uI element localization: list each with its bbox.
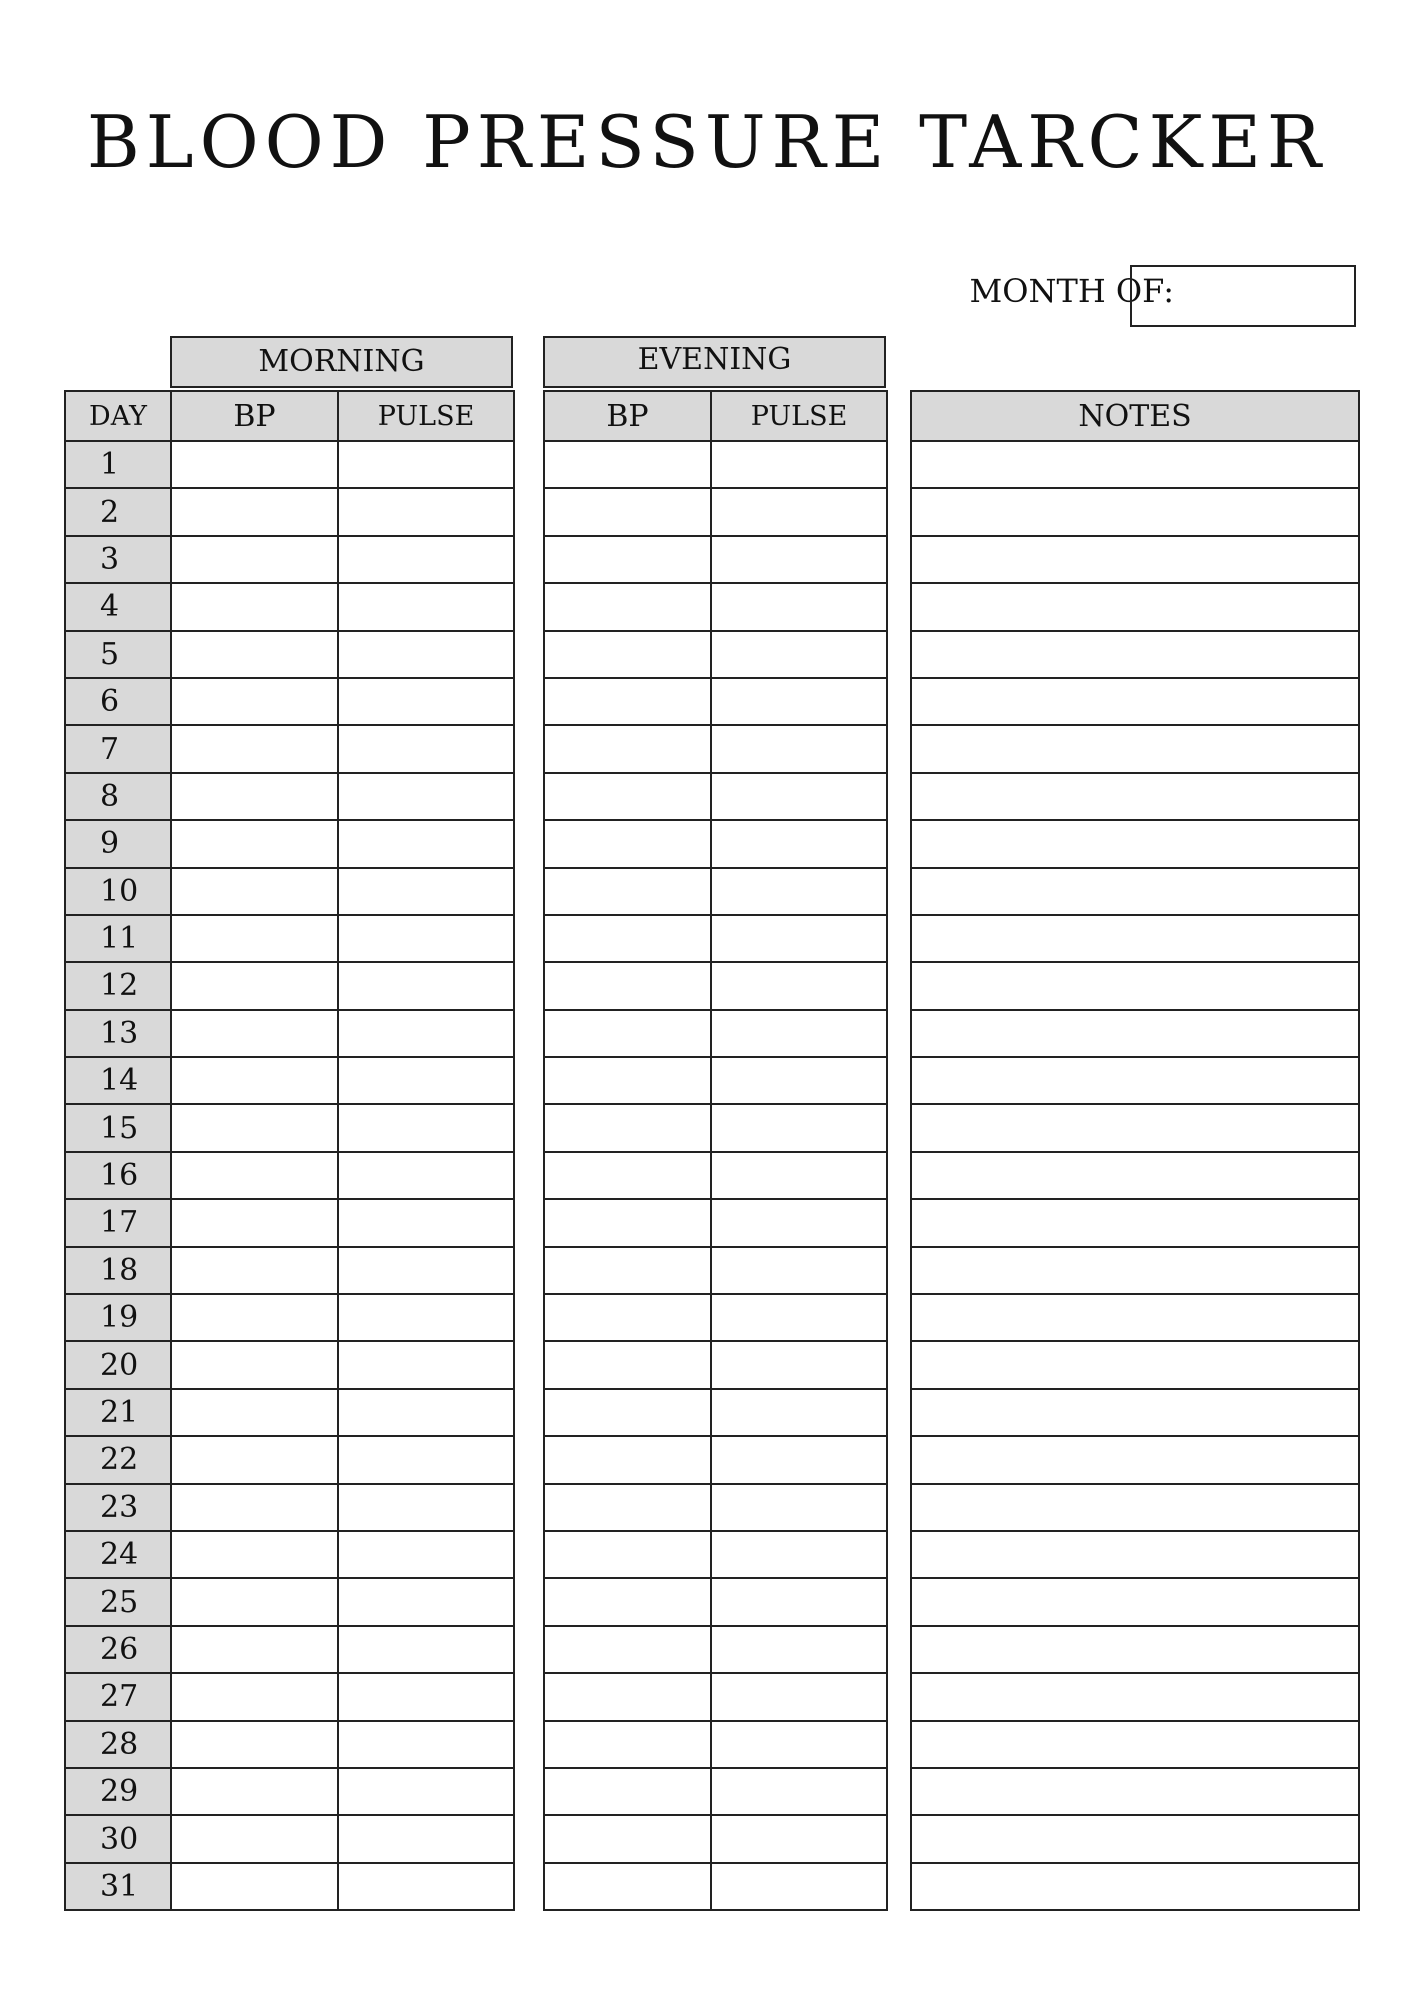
table-row	[911, 678, 1359, 725]
morning-bp-cell[interactable]	[171, 1104, 338, 1151]
day-number: 3	[65, 536, 171, 583]
notes-cell[interactable]	[911, 773, 1359, 820]
table-row	[911, 1531, 1359, 1578]
day-number: 1	[65, 441, 171, 488]
notes-cell[interactable]	[911, 1389, 1359, 1436]
table-row	[544, 1815, 887, 1862]
table-row	[544, 1721, 887, 1768]
table-row	[65, 488, 514, 535]
table-row	[65, 868, 514, 915]
notes-cell[interactable]	[911, 1721, 1359, 1768]
morning-bp-cell[interactable]	[171, 1152, 338, 1199]
table-row	[544, 1578, 887, 1625]
evening-bp-cell[interactable]	[544, 1247, 711, 1294]
table-row	[65, 631, 514, 678]
day-number: 2	[65, 488, 171, 535]
day-number: 29	[65, 1768, 171, 1815]
morning-bp-cell[interactable]	[171, 631, 338, 678]
morning-pulse-cell[interactable]	[338, 631, 514, 678]
evening-pulse-cell[interactable]	[711, 962, 887, 1009]
evening-pulse-cell[interactable]	[711, 1721, 887, 1768]
morning-pulse-cell[interactable]	[338, 678, 514, 725]
evening-pulse-cell[interactable]	[711, 820, 887, 867]
table-row	[544, 1057, 887, 1104]
day-number: 8	[65, 773, 171, 820]
evening-pulse-cell[interactable]	[711, 1010, 887, 1057]
table-row	[911, 820, 1359, 867]
evening-bp-cell[interactable]	[544, 1057, 711, 1104]
table-row	[65, 1247, 514, 1294]
table-row	[65, 1721, 514, 1768]
notes-cell[interactable]	[911, 631, 1359, 678]
table-row	[544, 820, 887, 867]
morning-bp-cell[interactable]	[171, 1721, 338, 1768]
day-number: 30	[65, 1815, 171, 1862]
morning-pulse-cell[interactable]	[338, 536, 514, 583]
day-number: 17	[65, 1199, 171, 1246]
morning-pulse-cell[interactable]	[338, 1057, 514, 1104]
table-row	[544, 583, 887, 630]
notes-cell[interactable]	[911, 1484, 1359, 1531]
table-row	[544, 1768, 887, 1815]
morning-pulse-cell[interactable]	[338, 1673, 514, 1720]
month-field[interactable]	[1130, 265, 1356, 327]
notes-cell[interactable]	[911, 583, 1359, 630]
morning-pulse-cell[interactable]	[338, 1768, 514, 1815]
notes-cell[interactable]	[911, 1294, 1359, 1341]
morning-header	[170, 336, 513, 388]
table-row	[911, 1815, 1359, 1862]
morning-bp-cell[interactable]	[171, 1673, 338, 1720]
table-row	[544, 1863, 887, 1910]
morning-pulse-cell[interactable]	[338, 1294, 514, 1341]
table-row	[911, 1626, 1359, 1673]
table-row	[911, 441, 1359, 488]
day-number: 11	[65, 915, 171, 962]
table-row	[65, 773, 514, 820]
morning-bp-cell[interactable]	[171, 1247, 338, 1294]
morning-pulse-cell[interactable]	[338, 1626, 514, 1673]
morning-pulse-cell[interactable]	[338, 1341, 514, 1388]
notes-cell[interactable]	[911, 1863, 1359, 1910]
morning-pulse-cell[interactable]	[338, 1247, 514, 1294]
table-row	[65, 1484, 514, 1531]
evening-bp-cell[interactable]	[544, 1199, 711, 1246]
morning-bp-cell[interactable]	[171, 1199, 338, 1246]
table-row	[65, 1768, 514, 1815]
evening-bp-cell[interactable]	[544, 915, 711, 962]
evening-bp-cell[interactable]	[544, 1626, 711, 1673]
day-number: 21	[65, 1389, 171, 1436]
notes-cell[interactable]	[911, 1531, 1359, 1578]
notes-cell[interactable]	[911, 1199, 1359, 1246]
evening-bp-cell[interactable]	[544, 1531, 711, 1578]
day-number: 10	[65, 868, 171, 915]
table-row	[544, 1341, 887, 1388]
evening-pulse-cell[interactable]	[711, 1389, 887, 1436]
evening-pulse-cell[interactable]	[711, 773, 887, 820]
evening-bp-cell[interactable]	[544, 1104, 711, 1151]
evening-bp-cell[interactable]	[544, 725, 711, 772]
notes-cell[interactable]	[911, 488, 1359, 535]
notes-cell[interactable]	[911, 1436, 1359, 1483]
notes-cell[interactable]	[911, 1341, 1359, 1388]
day-number: 26	[65, 1626, 171, 1673]
table-row	[544, 868, 887, 915]
day-number: 18	[65, 1247, 171, 1294]
table-row	[911, 1199, 1359, 1246]
table-row	[544, 1199, 887, 1246]
morning-bp-cell[interactable]	[171, 1057, 338, 1104]
morning-bp-cell[interactable]	[171, 868, 338, 915]
morning-pulse-cell[interactable]	[338, 773, 514, 820]
evening-bp-cell[interactable]	[544, 1152, 711, 1199]
morning-pulse-cell[interactable]	[338, 1578, 514, 1625]
day-number: 6	[65, 678, 171, 725]
notes-cell[interactable]	[911, 1104, 1359, 1151]
morning-pulse-cell[interactable]	[338, 1152, 514, 1199]
table-row	[65, 915, 514, 962]
day-number: 13	[65, 1010, 171, 1057]
evening-pulse-cell[interactable]	[711, 631, 887, 678]
day-number: 19	[65, 1294, 171, 1341]
notes-cell[interactable]	[911, 1815, 1359, 1862]
evening-pulse-cell[interactable]	[711, 1768, 887, 1815]
table-row	[911, 1389, 1359, 1436]
page-title: BLOOD PRESSURE TARCKER	[86, 100, 1328, 184]
evening-bp-cell[interactable]	[544, 962, 711, 1009]
day-number: 9	[65, 820, 171, 867]
table-row	[544, 725, 887, 772]
table-row	[911, 488, 1359, 535]
morning-pulse-cell[interactable]	[338, 1199, 514, 1246]
morning-pulse-cell[interactable]	[338, 488, 514, 535]
evening-pulse-header: PULSE	[711, 391, 887, 441]
table-row	[911, 536, 1359, 583]
day-number: 25	[65, 1578, 171, 1625]
morning-bp-cell[interactable]	[171, 1294, 338, 1341]
table-row	[911, 1341, 1359, 1388]
table-row	[544, 536, 887, 583]
evening-bp-cell[interactable]	[544, 773, 711, 820]
evening-bp-cell[interactable]	[544, 1389, 711, 1436]
day-number: 23	[65, 1484, 171, 1531]
table-row	[65, 583, 514, 630]
evening-bp-cell[interactable]	[544, 1721, 711, 1768]
evening-label: EVENING	[637, 342, 792, 377]
morning-pulse-cell[interactable]	[338, 868, 514, 915]
evening-bp-cell[interactable]	[544, 583, 711, 630]
evening-pulse-cell[interactable]	[711, 1863, 887, 1910]
evening-pulse-cell[interactable]	[711, 1294, 887, 1341]
table-row	[544, 1247, 887, 1294]
morning-table	[64, 390, 515, 1911]
table-row	[544, 1152, 887, 1199]
table-row	[65, 820, 514, 867]
table-row	[65, 1199, 514, 1246]
evening-bp-cell[interactable]	[544, 1863, 711, 1910]
notes-cell[interactable]	[911, 1152, 1359, 1199]
evening-pulse-cell[interactable]	[711, 488, 887, 535]
morning-bp-cell[interactable]	[171, 962, 338, 1009]
table-row	[65, 1294, 514, 1341]
table-row	[911, 1578, 1359, 1625]
evening-bp-cell[interactable]	[544, 1578, 711, 1625]
table-row	[911, 915, 1359, 962]
table-row	[911, 1294, 1359, 1341]
morning-pulse-cell[interactable]	[338, 1104, 514, 1151]
morning-bp-cell[interactable]	[171, 678, 338, 725]
morning-bp-cell[interactable]	[171, 1010, 338, 1057]
table-row	[65, 725, 514, 772]
morning-pulse-cell[interactable]	[338, 1010, 514, 1057]
notes-table	[910, 390, 1360, 1911]
table-row	[544, 1531, 887, 1578]
evening-pulse-cell[interactable]	[711, 1104, 887, 1151]
evening-pulse-cell[interactable]	[711, 725, 887, 772]
table-row	[65, 1531, 514, 1578]
evening-pulse-cell[interactable]	[711, 1531, 887, 1578]
day-number: 20	[65, 1341, 171, 1388]
morning-pulse-cell[interactable]	[338, 820, 514, 867]
morning-pulse-cell[interactable]	[338, 1484, 514, 1531]
morning-pulse-cell[interactable]	[338, 441, 514, 488]
morning-pulse-cell[interactable]	[338, 1389, 514, 1436]
table-row	[544, 1673, 887, 1720]
evening-pulse-cell[interactable]	[711, 678, 887, 725]
notes-cell[interactable]	[911, 915, 1359, 962]
table-row	[911, 1057, 1359, 1104]
morning-bp-cell[interactable]	[171, 1531, 338, 1578]
morning-bp-header: BP	[171, 391, 338, 441]
notes-cell[interactable]	[911, 1673, 1359, 1720]
morning-bp-cell[interactable]	[171, 915, 338, 962]
table-row	[911, 1768, 1359, 1815]
day-number: 4	[65, 583, 171, 630]
table-row	[544, 488, 887, 535]
day-number: 16	[65, 1152, 171, 1199]
evening-pulse-cell[interactable]	[711, 1436, 887, 1483]
table-row	[911, 1436, 1359, 1483]
evening-pulse-cell[interactable]	[711, 536, 887, 583]
evening-pulse-cell[interactable]	[711, 441, 887, 488]
evening-bp-cell[interactable]	[544, 631, 711, 678]
evening-pulse-cell[interactable]	[711, 583, 887, 630]
morning-bp-cell[interactable]	[171, 1341, 338, 1388]
morning-bp-cell[interactable]	[171, 1626, 338, 1673]
table-row	[65, 1010, 514, 1057]
table-row	[911, 583, 1359, 630]
morning-label: MORNING	[258, 344, 425, 379]
notes-header: NOTES	[911, 391, 1359, 441]
morning-pulse-cell[interactable]	[338, 725, 514, 772]
notes-cell[interactable]	[911, 1578, 1359, 1625]
table-row	[911, 868, 1359, 915]
table-row	[65, 1673, 514, 1720]
notes-cell[interactable]	[911, 1768, 1359, 1815]
day-number: 5	[65, 631, 171, 678]
table-row	[65, 1436, 514, 1483]
table-row	[911, 1863, 1359, 1910]
evening-bp-cell[interactable]	[544, 1010, 711, 1057]
morning-bp-cell[interactable]	[171, 1389, 338, 1436]
morning-bp-cell[interactable]	[171, 773, 338, 820]
table-row	[544, 631, 887, 678]
table-row	[544, 441, 887, 488]
table-row	[544, 915, 887, 962]
table-row	[65, 1578, 514, 1625]
notes-cell[interactable]	[911, 1010, 1359, 1057]
table-row	[544, 1389, 887, 1436]
table-row	[65, 536, 514, 583]
morning-pulse-cell[interactable]	[338, 962, 514, 1009]
evening-bp-cell[interactable]	[544, 1768, 711, 1815]
table-row	[911, 1010, 1359, 1057]
morning-bp-cell[interactable]	[171, 583, 338, 630]
morning-bp-cell[interactable]	[171, 1436, 338, 1483]
morning-bp-cell[interactable]	[171, 1578, 338, 1625]
evening-pulse-cell[interactable]	[711, 1199, 887, 1246]
notes-cell[interactable]	[911, 678, 1359, 725]
notes-cell[interactable]	[911, 1626, 1359, 1673]
notes-cell[interactable]	[911, 1057, 1359, 1104]
table-row	[544, 1104, 887, 1151]
table-row	[65, 441, 514, 488]
evening-bp-header: BP	[544, 391, 711, 441]
day-number: 28	[65, 1721, 171, 1768]
morning-bp-cell[interactable]	[171, 488, 338, 535]
table-row	[65, 1057, 514, 1104]
table-row	[911, 631, 1359, 678]
table-row	[65, 1863, 514, 1910]
notes-cell[interactable]	[911, 725, 1359, 772]
evening-pulse-cell[interactable]	[711, 1247, 887, 1294]
morning-bp-cell[interactable]	[171, 820, 338, 867]
evening-pulse-cell[interactable]	[711, 1578, 887, 1625]
table-row	[544, 962, 887, 1009]
table-row	[911, 1484, 1359, 1531]
evening-pulse-cell[interactable]	[711, 915, 887, 962]
morning-bp-cell[interactable]	[171, 1815, 338, 1862]
morning-bp-cell[interactable]	[171, 725, 338, 772]
table-row	[544, 678, 887, 725]
evening-pulse-cell[interactable]	[711, 1484, 887, 1531]
morning-pulse-cell[interactable]	[338, 915, 514, 962]
evening-pulse-cell[interactable]	[711, 868, 887, 915]
table-row	[65, 1104, 514, 1151]
morning-pulse-header: PULSE	[338, 391, 514, 441]
table-row	[65, 678, 514, 725]
day-number: 27	[65, 1673, 171, 1720]
day-number: 22	[65, 1436, 171, 1483]
morning-pulse-cell[interactable]	[338, 1531, 514, 1578]
table-row	[65, 1815, 514, 1862]
notes-cell[interactable]	[911, 441, 1359, 488]
notes-cell[interactable]	[911, 536, 1359, 583]
morning-pulse-cell[interactable]	[338, 1815, 514, 1862]
day-number: 24	[65, 1531, 171, 1578]
morning-bp-cell[interactable]	[171, 1768, 338, 1815]
table-row	[544, 1626, 887, 1673]
notes-cell[interactable]	[911, 820, 1359, 867]
table-row	[65, 1626, 514, 1673]
table-row	[544, 1436, 887, 1483]
morning-bp-cell[interactable]	[171, 536, 338, 583]
table-row	[911, 1104, 1359, 1151]
notes-cell[interactable]	[911, 1247, 1359, 1294]
evening-bp-cell[interactable]	[544, 488, 711, 535]
evening-pulse-cell[interactable]	[711, 1626, 887, 1673]
notes-cell[interactable]	[911, 868, 1359, 915]
morning-pulse-cell[interactable]	[338, 583, 514, 630]
evening-bp-cell[interactable]	[544, 868, 711, 915]
morning-pulse-cell[interactable]	[338, 1721, 514, 1768]
evening-pulse-cell[interactable]	[711, 1152, 887, 1199]
month-label: MONTH OF:	[969, 272, 1174, 310]
table-row	[911, 725, 1359, 772]
day-number: 14	[65, 1057, 171, 1104]
evening-bp-cell[interactable]	[544, 1341, 711, 1388]
evening-bp-cell[interactable]	[544, 820, 711, 867]
table-row	[544, 1484, 887, 1531]
evening-pulse-cell[interactable]	[711, 1815, 887, 1862]
day-number: 7	[65, 725, 171, 772]
table-row	[544, 773, 887, 820]
evening-bp-cell[interactable]	[544, 441, 711, 488]
evening-bp-cell[interactable]	[544, 678, 711, 725]
day-number: 31	[65, 1863, 171, 1910]
table-row	[911, 962, 1359, 1009]
morning-bp-cell[interactable]	[171, 1484, 338, 1531]
table-row	[65, 1152, 514, 1199]
table-row	[65, 1341, 514, 1388]
evening-header	[543, 336, 886, 388]
evening-bp-cell[interactable]	[544, 536, 711, 583]
morning-bp-cell[interactable]	[171, 1863, 338, 1910]
table-row	[911, 1152, 1359, 1199]
morning-pulse-cell[interactable]	[338, 1863, 514, 1910]
table-row	[65, 1389, 514, 1436]
table-row	[911, 1721, 1359, 1768]
morning-pulse-cell[interactable]	[338, 1436, 514, 1483]
table-row	[911, 773, 1359, 820]
evening-bp-cell[interactable]	[544, 1436, 711, 1483]
evening-bp-cell[interactable]	[544, 1673, 711, 1720]
evening-pulse-cell[interactable]	[711, 1341, 887, 1388]
table-row	[911, 1247, 1359, 1294]
evening-table	[543, 390, 888, 1911]
table-row	[544, 1010, 887, 1057]
day-column-header: DAY	[65, 391, 171, 441]
notes-cell[interactable]	[911, 962, 1359, 1009]
morning-bp-cell[interactable]	[171, 441, 338, 488]
day-number: 12	[65, 962, 171, 1009]
evening-pulse-cell[interactable]	[711, 1057, 887, 1104]
evening-bp-cell[interactable]	[544, 1815, 711, 1862]
table-row	[911, 1673, 1359, 1720]
table-row	[65, 962, 514, 1009]
evening-bp-cell[interactable]	[544, 1294, 711, 1341]
evening-pulse-cell[interactable]	[711, 1673, 887, 1720]
day-number: 15	[65, 1104, 171, 1151]
evening-bp-cell[interactable]	[544, 1484, 711, 1531]
table-row	[544, 1294, 887, 1341]
